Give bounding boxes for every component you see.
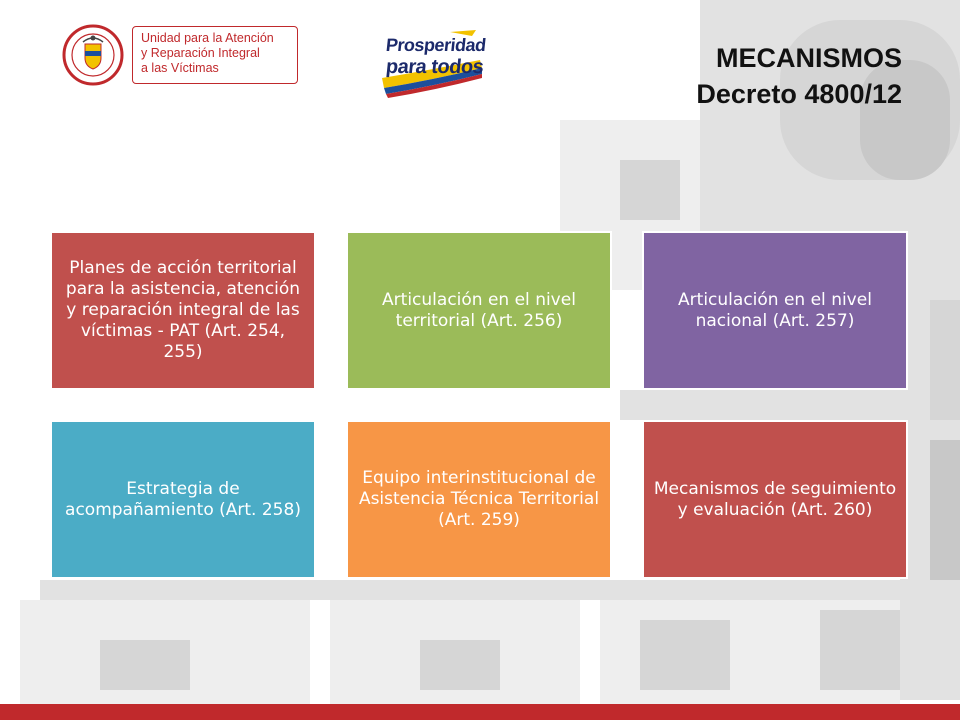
title-line-2: Decreto 4800/12 [696,79,902,109]
unidad-logo-line3: a las Víctimas [141,61,219,75]
box-art256 [346,231,612,390]
unidad-victimas-logo [62,24,304,86]
box-art260 [642,420,908,579]
box-art260-text: Mecanismos de seguimiento y evaluación (Art. 260) [653,478,897,520]
unidad-logo-line2: y Reparación Integral [141,46,260,60]
unidad-logo-text [132,26,298,84]
box-art259 [346,420,612,579]
prosperidad-logo [380,30,487,98]
page-title [696,40,902,112]
title-line-1: MECANISMOS [715,43,902,73]
box-pat-text: Planes de acción territorial para la asistencia, atención y reparación integral de las víctimas - PAT (Art. 254, 255) [65,258,301,362]
box-art259-text: Equipo interinstitucional de Asistencia Técnica Territorial (Art. 259) [358,468,600,530]
prosperidad-logo-line1: Prosperidad [385,35,487,55]
box-art257-text: Articulación en el nivel nacional (Art. 257) [678,289,872,331]
unidad-logo-line1: Unidad para la Atención [141,31,274,45]
bottom-accent-bar [0,704,960,720]
coat-of-arms-icon [62,24,124,86]
box-art258-text: Estrategia de acompañamiento (Art. 258) [65,478,301,520]
box-art256-text: Articulación en el nivel territorial (Art. 256) [382,289,576,331]
box-art258 [50,420,316,579]
prosperidad-logo-line2: para todos [384,56,485,78]
box-pat [50,231,316,390]
box-art257 [642,231,908,390]
